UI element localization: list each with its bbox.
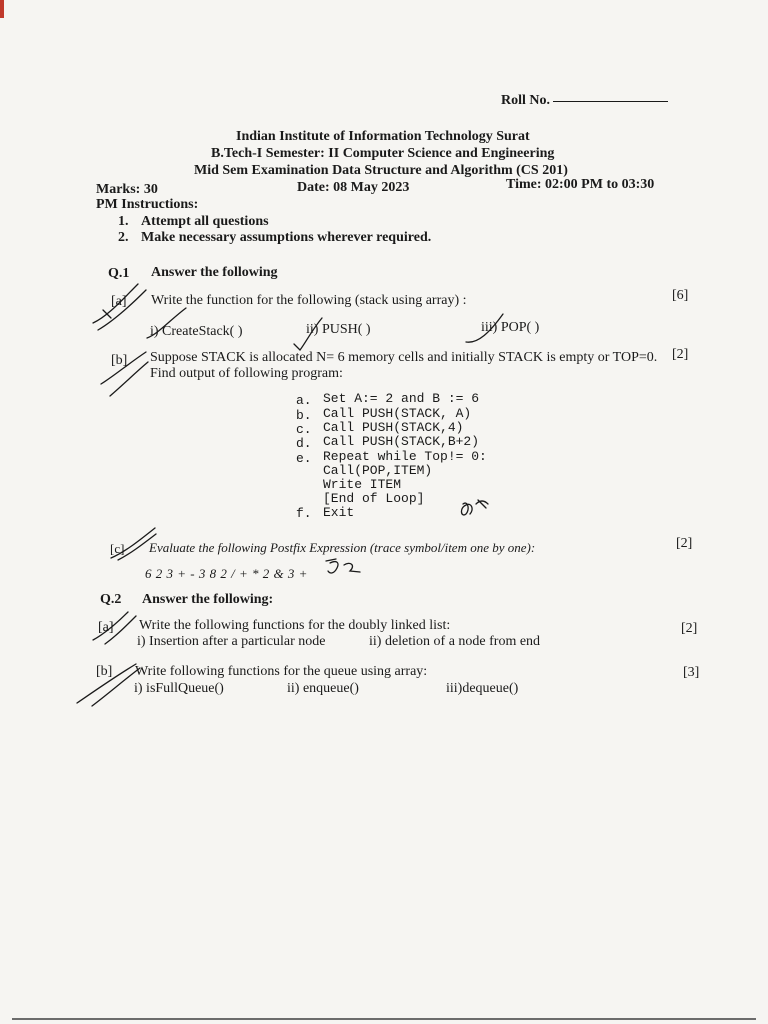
q2b-item-2: ii) enqueue()	[287, 681, 359, 696]
page-bottom-edge	[12, 1018, 756, 1020]
program-key-e: e.	[296, 451, 312, 466]
q2a-marks: [2]	[681, 621, 698, 636]
q2a-label: [a]	[98, 620, 114, 635]
institute-name: Indian Institute of Information Technology Surat	[236, 129, 530, 144]
roll-number-label: Roll No.	[501, 93, 550, 108]
semester-line: B.Tech-I Semester: II Computer Science and Engineering	[211, 146, 555, 161]
q1a-label: [a]	[111, 294, 127, 309]
q2b-text: Write following functions for the queue using array:	[135, 664, 428, 679]
score-annotation-postfix	[326, 559, 360, 573]
score-annotation-program	[461, 500, 488, 515]
program-line-a: Set A:= 2 and B := 6	[323, 391, 480, 406]
program-line-e1: Call(POP,ITEM)	[323, 463, 433, 478]
q2b-marks: [3]	[683, 665, 700, 680]
instruction-text-2: Make necessary assumptions wherever required.	[141, 230, 432, 245]
program-line-e2: Write ITEM	[323, 477, 402, 492]
program-key-b: b.	[296, 408, 312, 423]
program-line-b: Call PUSH(STACK, A)	[323, 406, 472, 421]
q1-label: Q.1	[108, 266, 130, 281]
q1c-marks: [2]	[676, 536, 693, 551]
program-line-e: Repeat while Top!= 0:	[323, 449, 487, 464]
page-edge-mark	[0, 0, 4, 18]
program-line-f: Exit	[323, 505, 355, 520]
instruction-text-1: Attempt all questions	[141, 214, 269, 229]
q1b-line-1: Suppose STACK is allocated N= 6 memory cells and initially STACK is empty or TOP=0.	[150, 350, 658, 365]
q2-title: Answer the following:	[142, 592, 274, 607]
exam-date: Date: 08 May 2023	[297, 180, 410, 195]
program-key-d: d.	[296, 436, 312, 451]
q1a-item-1: i) CreateStack( )	[150, 324, 243, 339]
q2a-item-2: ii) deletion of a node from end	[369, 634, 541, 649]
program-line-d: Call PUSH(STACK,B+2)	[323, 434, 480, 449]
q1b-marks: [2]	[672, 347, 689, 362]
exam-title: Mid Sem Examination Data Structure and Algorithm (CS 201)	[194, 163, 568, 178]
q2b-item-1: i) isFullQueue()	[134, 681, 224, 696]
q2b-item-3: iii)dequeue()	[446, 681, 519, 696]
q1c-label: [c]	[110, 541, 125, 556]
program-line-e3: [End of Loop]	[323, 491, 425, 506]
postfix-expression: 6 2 3 + - 3 8 2 / + * 2 & 3 +	[145, 566, 308, 581]
program-key-f: f.	[296, 506, 312, 521]
q1c-text: Evaluate the following Postfix Expression (trace symbol/item one by one):	[149, 540, 536, 555]
q1b-line-2: Find output of following program:	[150, 366, 343, 381]
exam-time: Time: 02:00 PM to 03:30	[506, 177, 655, 192]
program-key-a: a.	[296, 393, 312, 408]
q1a-item-2: ii) PUSH( )	[306, 322, 371, 337]
instruction-num-2: 2.	[118, 230, 129, 245]
q1a-text: Write the function for the following (stack using array) :	[151, 293, 467, 308]
instruction-num-1: 1.	[118, 214, 129, 229]
q1-title: Answer the following	[151, 265, 278, 280]
q1b-label: [b]	[111, 353, 128, 368]
q1a-marks: [6]	[672, 288, 689, 303]
marks-total: Marks: 30	[96, 182, 158, 197]
q2a-text: Write the following functions for the doubly linked list:	[139, 618, 451, 633]
program-line-c: Call PUSH(STACK,4)	[323, 420, 464, 435]
q2b-label: [b]	[96, 664, 113, 679]
q2a-item-1: i) Insertion after a particular node	[137, 634, 326, 649]
program-key-c: c.	[296, 422, 312, 437]
q2-label: Q.2	[100, 592, 122, 607]
instructions-heading: PM Instructions:	[96, 197, 199, 212]
q1a-item-3: iii) POP( )	[481, 320, 540, 335]
roll-number-blank	[553, 101, 668, 102]
